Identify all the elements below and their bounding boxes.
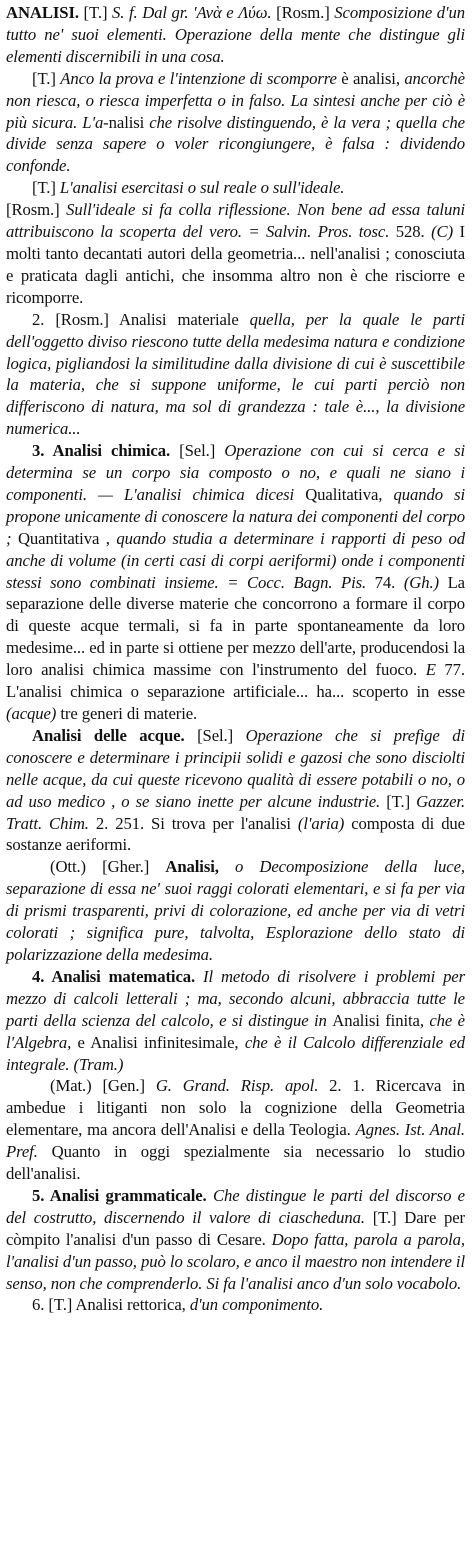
text-run: 2. [Rosm.] (32, 309, 119, 329)
text-run: Che distingue le parti del discorso e del costrutto, discernendo il valore di ciascheduna. (6, 1185, 465, 1227)
text-run: 528. (389, 222, 432, 242)
text-run: [Rosm.] (6, 200, 67, 220)
entry-paragraph-p2 (0, 68, 475, 178)
text-run: (l'aria) (297, 813, 345, 833)
text-run: Scomposizione d'un tutto ne' suoi elementi. Operazione della mente che distingue gli elementi discernibili in una cosa. (6, 3, 466, 66)
entry-paragraph-p11 (0, 1185, 475, 1295)
headword: 4. Analisi matematica. (32, 966, 196, 986)
text-run: tre generi di materie. (56, 704, 198, 723)
text-run: 'Ανὰ e Λύω. (188, 3, 277, 22)
text-run: quando studia a determinare i rapporti di peso od anche di volume (in certi casi di corpi aeriformi) onde i componenti stessi sono combinati insieme. = Cocc. Bagn. Pis. (6, 528, 465, 592)
headword: Analisi delle acque. (32, 725, 185, 745)
text-run: [T.] Dare per còmpito l'analisi d'un passo di Cesare. (6, 1207, 465, 1249)
text-run: Gazzer. Tratt. Chim. (6, 791, 466, 833)
text-run: quando si propone unicamente di conoscere la natura dei componenti del corpo ; (6, 484, 466, 548)
text-run: (acque) (6, 704, 57, 723)
entry-paragraph-p9 (0, 966, 475, 1076)
headword: 3. Analisi chimica. (32, 441, 171, 461)
dictionary-entry-analisi (0, 2, 475, 1316)
text-run: Il metodo di risolvere i problemi per mezzo di calcoli letterali ; ma, secondo alcuni, abbraccia tutte le parti della scienza del calcolo, e si distingue in (6, 966, 466, 1030)
text-run: (Ott.) [Gher.] (50, 857, 166, 877)
text-run: Operazione con cui si cerca e si determina se un corpo sia composto o no, e quali ne siano i componenti. — L'analisi chimica dicesi (6, 441, 465, 504)
entry-paragraph-p5 (0, 309, 475, 440)
text-run: 6. [T.] (32, 1295, 76, 1315)
entry-paragraph-p7 (0, 725, 475, 856)
text-run: S. f. Dal gr. (112, 3, 189, 22)
text-run: Anco la prova e l'intenzione di scomporre (60, 68, 337, 88)
entry-paragraph-p12 (0, 1294, 475, 1316)
text-run: [T.] (78, 3, 113, 22)
text-run: L'analisi esercitasi o sul reale o sull'ideale. (59, 178, 345, 198)
text-run: Quantitativa , (17, 528, 117, 548)
text-run: Operazione che si prefige di conoscere e determinare i principii solidi e gazosi che sono disciolti nelle acque, da cui queste ricevono qualità di essere potabili o no, o ad uso medico , o se siano inette per alcune industrie. (6, 725, 466, 811)
text-run: [Sel.] (184, 725, 246, 745)
text-run: che è l'Algebra, (6, 1010, 465, 1052)
text-run: che è il Calcolo differenziale ed integrale. (Tram.) (6, 1032, 465, 1074)
text-run: 2. 1. Ricercava in ambedue i litiganti non solo la cognizione della Geometria elementare, ma ancora dell'Analisi e della Teologia. (6, 1076, 465, 1140)
text-run: Analisi materiale (118, 309, 239, 329)
entry-paragraph-p10 (0, 1075, 475, 1185)
headword: Analisi, (165, 857, 219, 877)
text-run: d'un componimento. (189, 1295, 324, 1315)
text-run: che risolve distinguendo, è la vera ; quella che divide senza sapere o voler ricongiungere, è falsa : dividendo confonde. (6, 112, 465, 176)
text-run: composta di due sostanze aeriformi. (6, 813, 465, 855)
text-run: [T.] (32, 178, 60, 198)
text-run: è analisi, (336, 68, 405, 88)
text-run: (Gh.) (403, 572, 439, 592)
entry-paragraph-p1 (0, 2, 475, 68)
text-run: (C) (431, 222, 454, 242)
text-run: Quanto in oggi spezialmente sia necessario lo studio dell'analisi. (6, 1142, 465, 1184)
text-run: e Analisi infinitesimale, (77, 1032, 245, 1052)
entry-paragraph-p8 (0, 856, 475, 966)
text-run: ancorchè non riesca, o riesca imperfetta o in falso. La sintesi anche per ciò è più sicura. L'a- (6, 68, 465, 132)
text-run: [T.] (32, 68, 61, 88)
text-run: 2. 251. Si trova per l'analisi (88, 813, 298, 833)
text-run: Qualitativa, (305, 484, 394, 504)
text-run: 74. (366, 572, 404, 592)
text-run: (Mat.) [Gen.] (50, 1076, 156, 1096)
text-run: nalisi (108, 112, 150, 132)
text-run: G. Grand. Risp. apol. (155, 1076, 319, 1096)
text-run: Analisi rettorica, (75, 1295, 190, 1315)
text-run: quella, per la quale le parti dell'oggetto diviso riescono tutte della medesima natura e condizione logica, pigliandosi la similitudine dalla divisione di cui è suscettibile la materia, che si suppone uniforme, le cui parti perciò non differiscono di natura, ma sol di grandezza : tale è..., la divisione numerica... (6, 309, 466, 439)
text-run: Analisi finita, (332, 1010, 430, 1030)
text-run: E (425, 660, 436, 680)
text-run: 77. L'analisi chimica o separazione artificiale... ha... scoperto in esse (6, 660, 465, 702)
text-run: [Sel.] (170, 441, 225, 461)
text-run: o Decomposizione della luce, separazione di essa ne' suoi raggi colorati elementari, e si fa per via di prismi trasparenti, privi di colorazione, ed anche per via di vetri colorati ; significa pure, talvolta, Esplorazione dello stato di polarizzazione della medesima. (6, 857, 465, 964)
text-run: La separazione delle diverse materie che concorrono a formare il corpo di queste acque termali, si fa in parte spontaneamente da loro medesime... ed in parte si ottiene per mezzo dell'arte, producendosi la loro analisi chimica massime con l'instrumento del fuoco. (6, 572, 465, 680)
headword: ANALISI. (6, 3, 79, 22)
text-run: I molti tanto decantati autori della geometria... nell'analisi ; conosciuta e praticata dagli antichi, che insomma altro non è che risciorre e ricomporre. (6, 222, 465, 307)
text-run: [T.] (380, 791, 417, 811)
text-run: Sull'ideale si fa colla riflessione. Non bene ad essa taluni attribuiscono la scoperta del vero. = Salvin. Pros. tosc. (6, 200, 465, 242)
text-run: Agnes. Ist. Anal. Pref. (6, 1120, 465, 1162)
entry-paragraph-p3 (0, 177, 475, 199)
headword: 5. Analisi grammaticale. (32, 1185, 207, 1205)
entry-paragraph-p4 (0, 199, 475, 309)
text-run: Dopo fatta, parola a parola, l'analisi d'un passo, può lo scolaro, e anco il maestro non intendere il senso, non che comprenderlo. Si fa l'analisi anco d'un solo vocabolo. (6, 1229, 465, 1293)
text-run: [Rosm.] (276, 3, 335, 22)
entry-paragraph-p6 (0, 440, 475, 725)
